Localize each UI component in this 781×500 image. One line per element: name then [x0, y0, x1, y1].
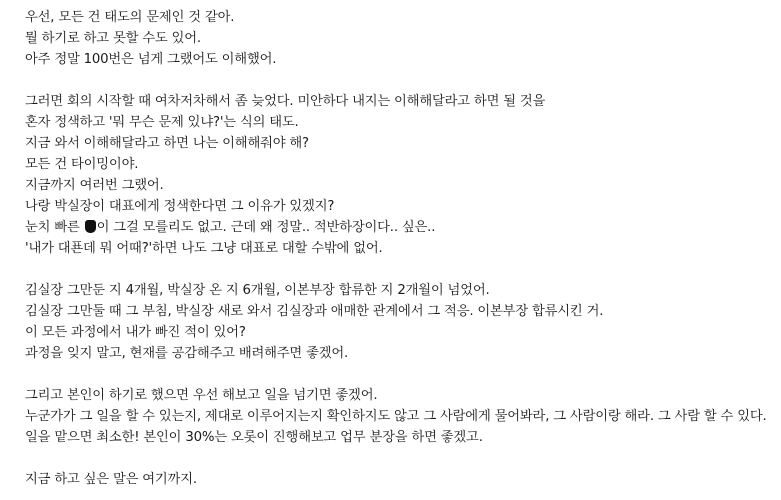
text-line: '내가 대푠데 뭐 어때?'하면 나도 그냥 대표로 대할 수밖에 없어.: [25, 241, 383, 256]
text-segment: 이 그걸 모를리도 없고. 근데 왜 정말.. 적반하장이다.. 싶은..: [96, 220, 436, 235]
text-line: 김실장 그만둘 때 그 부침, 박실장 새로 와서 김실장과 애매한 관계에서 그 적응. 이본부장 합류시킨 거.: [25, 304, 604, 319]
text-line: 나랑 박실장이 대표에게 정색한다면 그 이유가 있겠지?: [25, 199, 335, 214]
text-line: 우선, 모든 건 태도의 문제인 것 같아.: [25, 10, 235, 25]
text-line: 뭘 하기로 하고 못할 수도 있어.: [25, 31, 201, 46]
paragraph-spacer: [25, 448, 781, 469]
text-line: 이 모든 과정에서 내가 빠진 적이 있어?: [25, 325, 246, 340]
paragraph-spacer: [25, 364, 781, 385]
text-segment: 눈치 빠른: [25, 220, 84, 235]
text-line: 혼자 정색하고 '뭐 무슨 문제 있냐?'는 식의 태도.: [25, 115, 299, 130]
text-line-redacted: [25, 217, 781, 238]
text-line: 지금 하고 싶은 말은 여기까지.: [25, 472, 197, 487]
text-line: 일을 맡으면 최소한! 본인이 30%는 오롯이 진행해보고 업무 분장을 하면 좋겠고.: [25, 430, 483, 445]
paragraph-spacer: [25, 70, 781, 91]
text-line: 아주 정말 100번은 넘게 그랬어도 이해했어.: [25, 52, 277, 67]
text-line: 누군가가 그 일을 할 수 있는지, 제대로 이루어지는지 확인하지도 않고 그 사람에게 물어봐라, 그 사람이랑 해라. 그 사람 할 수 있다.: [25, 409, 767, 424]
text-line: 그러면 회의 시작할 때 여차저차해서 좀 늦었다. 미안하다 내지는 이해해달라고 하면 될 것을: [25, 94, 546, 109]
text-line: 지금 와서 이해해달라고 하면 나는 이해해줘야 해?: [25, 136, 309, 151]
text-line: 김실장 그만둔 지 4개월, 박실장 온 지 6개월, 이본부장 합류한 지 2개월이 넘었어.: [25, 283, 490, 298]
text-line: 과정을 잊지 말고, 현재를 공감해주고 배려해주면 좋겠어.: [25, 346, 349, 361]
text-line: 지금까지 여러번 그랬어.: [25, 178, 164, 193]
text-line: 그리고 본인이 하기로 했으면 우선 해보고 일을 넘기면 좋겠어.: [25, 388, 378, 403]
redaction-mark: [85, 220, 96, 233]
text-line: 모든 건 타이밍이야.: [25, 157, 139, 172]
paragraph-spacer: [25, 259, 781, 280]
